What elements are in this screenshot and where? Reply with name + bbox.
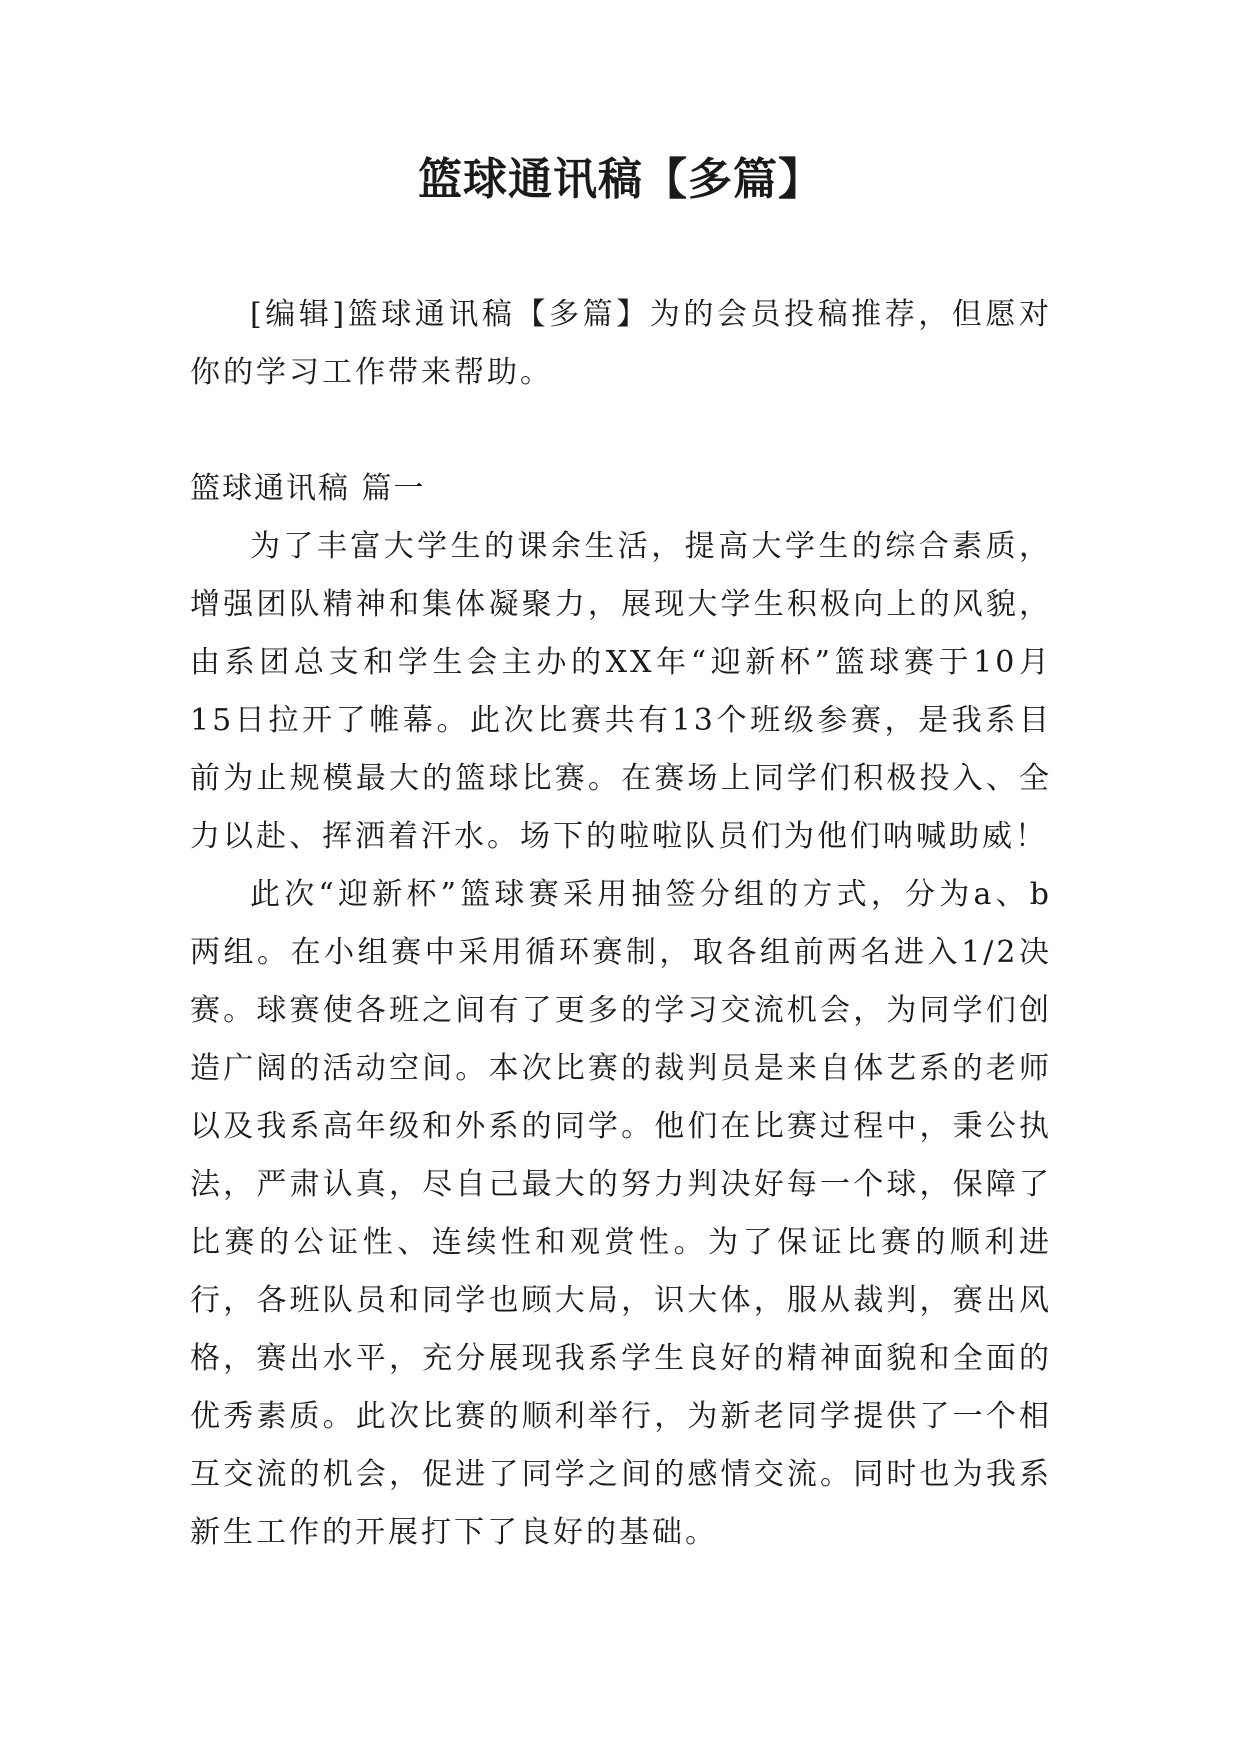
article-paragraph-1: 为了丰富大学生的课余生活，提高大学生的综合素质，增强团队精神和集体凝聚力，展现大学生积极向上的风貌，由系团总支和学生会主办的XX年“迎新杯”篮球赛于10月15日拉开了帷幕。此次比赛共有13个班级参赛，是我系目前为止规模最大的篮球比赛。在赛场上同学们积极投入、全力以赴、挥洒着汗水。场下的啦啦队员们为他们呐喊助威！ bbox=[190, 529, 1052, 854]
document-title: 篮球通讯稿【多篇】 bbox=[418, 154, 823, 205]
intro-paragraph bbox=[190, 286, 1052, 402]
intro-text: [编辑]篮球通讯稿【多篇】为的会员投稿推荐，但愿对你的学习工作带来帮助。 bbox=[190, 297, 1052, 390]
section-heading: 篮球通讯稿 篇一 bbox=[190, 471, 426, 506]
article-paragraph-2: 此次“迎新杯”篮球赛采用抽签分组的方式，分为a、b两组。在小组赛中采用循环赛制，取各组前两名进入1/2决赛。球赛使各班之间有了更多的学习交流机会，为同学们创造广阔的活动空间。本次比赛的裁判员是来自体艺系的老师以及我系高年级和外系的同学。他们在比赛过程中，秉公执法，严肃认真，尽自己最大的努力判决好每一个球，保障了比赛的公证性、连续性和观赏性。为了保证比赛的顺利进行，各班队员和同学也顾大局，识大体，服从裁判，赛出风格，赛出水平，充分展现我系学生良好的精神面貌和全面的优秀素质。此次比赛的顺利举行，为新老同学提供了一个相互交流的机会，促进了同学之间的感情交流。同时也为我系新生工作的开展打下了良好的基础。 bbox=[190, 877, 1052, 1550]
article-body bbox=[190, 518, 1052, 1562]
